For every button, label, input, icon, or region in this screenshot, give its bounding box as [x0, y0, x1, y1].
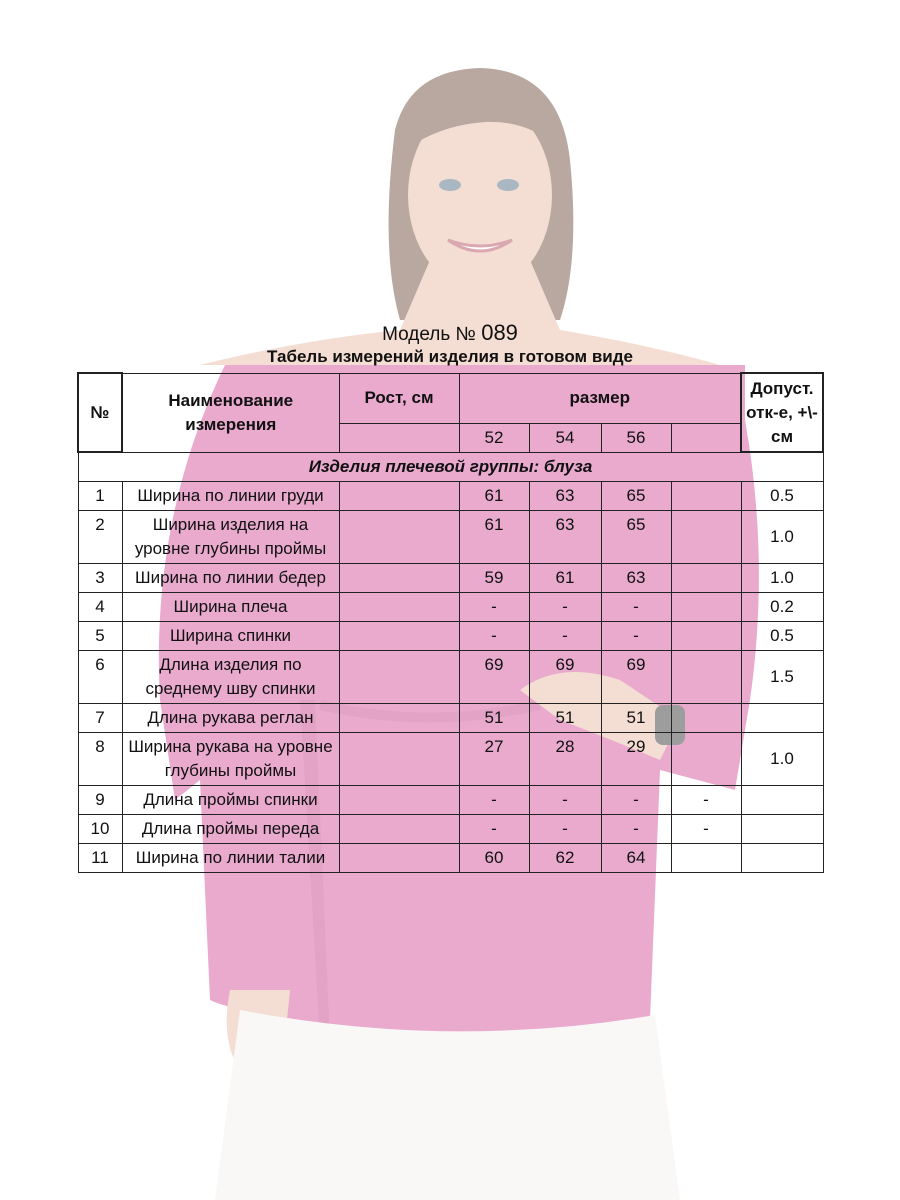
row-value	[671, 651, 741, 704]
row-value: -	[601, 815, 671, 844]
header-size: размер	[459, 373, 741, 423]
row-value: 28	[529, 733, 601, 786]
header-name: Наименование измерения	[122, 373, 339, 452]
row-name: Длина рукава реглан	[122, 704, 339, 733]
table-row	[78, 815, 823, 844]
row-height	[339, 564, 459, 593]
row-value: 51	[601, 704, 671, 733]
measurement-table	[77, 372, 824, 873]
row-tolerance: 0.5	[741, 622, 823, 651]
row-value: -	[529, 786, 601, 815]
row-number: 2	[78, 511, 122, 564]
row-value: 69	[459, 651, 529, 704]
table-row	[78, 593, 823, 622]
row-value: -	[601, 622, 671, 651]
table-row	[78, 482, 823, 511]
row-value: 63	[529, 511, 601, 564]
row-value: 63	[529, 482, 601, 511]
row-value: 64	[601, 844, 671, 873]
row-height	[339, 622, 459, 651]
table-row	[78, 564, 823, 593]
row-name: Длина изделия по среднему шву спинки	[122, 651, 339, 704]
row-name: Ширина рукава на уровне глубины проймы	[122, 733, 339, 786]
row-value	[671, 844, 741, 873]
row-value: -	[529, 622, 601, 651]
size-52: 52	[459, 423, 529, 452]
table-row	[78, 622, 823, 651]
header-height: Рост, см	[339, 373, 459, 423]
table-row	[78, 844, 823, 873]
row-value: -	[459, 786, 529, 815]
group-row: Изделия плечевой группы: блуза	[78, 452, 823, 482]
size-56: 56	[601, 423, 671, 452]
row-value: 61	[529, 564, 601, 593]
row-value: 63	[601, 564, 671, 593]
row-number: 11	[78, 844, 122, 873]
row-value: 65	[601, 482, 671, 511]
row-value: 62	[529, 844, 601, 873]
model-label: Модель №	[382, 324, 476, 345]
row-value	[671, 622, 741, 651]
row-height	[339, 593, 459, 622]
row-number: 5	[78, 622, 122, 651]
row-value: -	[529, 815, 601, 844]
row-number: 8	[78, 733, 122, 786]
row-tolerance: 1.0	[741, 733, 823, 786]
size-extra	[671, 423, 741, 452]
table-row	[78, 511, 823, 564]
header-height-sub	[339, 423, 459, 452]
row-name: Ширина плеча	[122, 593, 339, 622]
row-name: Ширина спинки	[122, 622, 339, 651]
row-value	[671, 704, 741, 733]
row-value: 51	[459, 704, 529, 733]
row-value	[671, 733, 741, 786]
row-tolerance: 1.0	[741, 564, 823, 593]
row-value: -	[459, 622, 529, 651]
row-height	[339, 482, 459, 511]
document-title: Табель измерений изделия в готовом виде	[267, 347, 633, 366]
row-value: -	[671, 786, 741, 815]
row-tolerance	[741, 704, 823, 733]
row-tolerance	[741, 815, 823, 844]
row-value: -	[601, 786, 671, 815]
row-value: -	[671, 815, 741, 844]
row-value: -	[459, 593, 529, 622]
row-value: 61	[459, 482, 529, 511]
row-height	[339, 651, 459, 704]
row-value: 69	[601, 651, 671, 704]
row-value	[671, 564, 741, 593]
row-height	[339, 844, 459, 873]
row-number: 4	[78, 593, 122, 622]
row-value: -	[601, 593, 671, 622]
row-name: Длина проймы переда	[122, 815, 339, 844]
row-value: -	[529, 593, 601, 622]
size-54: 54	[529, 423, 601, 452]
row-number: 7	[78, 704, 122, 733]
row-tolerance: 1.5	[741, 651, 823, 704]
row-value: -	[459, 815, 529, 844]
row-value: 51	[529, 704, 601, 733]
row-value: 61	[459, 511, 529, 564]
row-value: 27	[459, 733, 529, 786]
row-name: Ширина изделия на уровне глубины проймы	[122, 511, 339, 564]
row-tolerance	[741, 844, 823, 873]
row-tolerance	[741, 786, 823, 815]
row-height	[339, 786, 459, 815]
row-name: Ширина по линии талии	[122, 844, 339, 873]
row-number: 3	[78, 564, 122, 593]
row-value	[671, 593, 741, 622]
row-value: 29	[601, 733, 671, 786]
model-number: 089	[481, 320, 518, 345]
header-number: №	[78, 373, 122, 452]
row-tolerance: 0.2	[741, 593, 823, 622]
row-value: 69	[529, 651, 601, 704]
header-tolerance: Допуст. отк-е, +\-см	[741, 373, 823, 452]
row-value: 59	[459, 564, 529, 593]
table-row	[78, 651, 823, 704]
row-height	[339, 733, 459, 786]
row-number: 9	[78, 786, 122, 815]
row-tolerance: 1.0	[741, 511, 823, 564]
row-height	[339, 511, 459, 564]
row-height	[339, 815, 459, 844]
row-value: 60	[459, 844, 529, 873]
table-row	[78, 733, 823, 786]
table-row	[78, 786, 823, 815]
measurement-rows	[78, 482, 823, 873]
row-value	[671, 482, 741, 511]
row-name: Ширина по линии бедер	[122, 564, 339, 593]
row-height	[339, 704, 459, 733]
row-number: 6	[78, 651, 122, 704]
row-name: Длина проймы спинки	[122, 786, 339, 815]
row-tolerance: 0.5	[741, 482, 823, 511]
row-value	[671, 511, 741, 564]
table-row	[78, 704, 823, 733]
row-number: 1	[78, 482, 122, 511]
row-name: Ширина по линии груди	[122, 482, 339, 511]
model-line	[0, 320, 900, 346]
row-value: 65	[601, 511, 671, 564]
row-number: 10	[78, 815, 122, 844]
